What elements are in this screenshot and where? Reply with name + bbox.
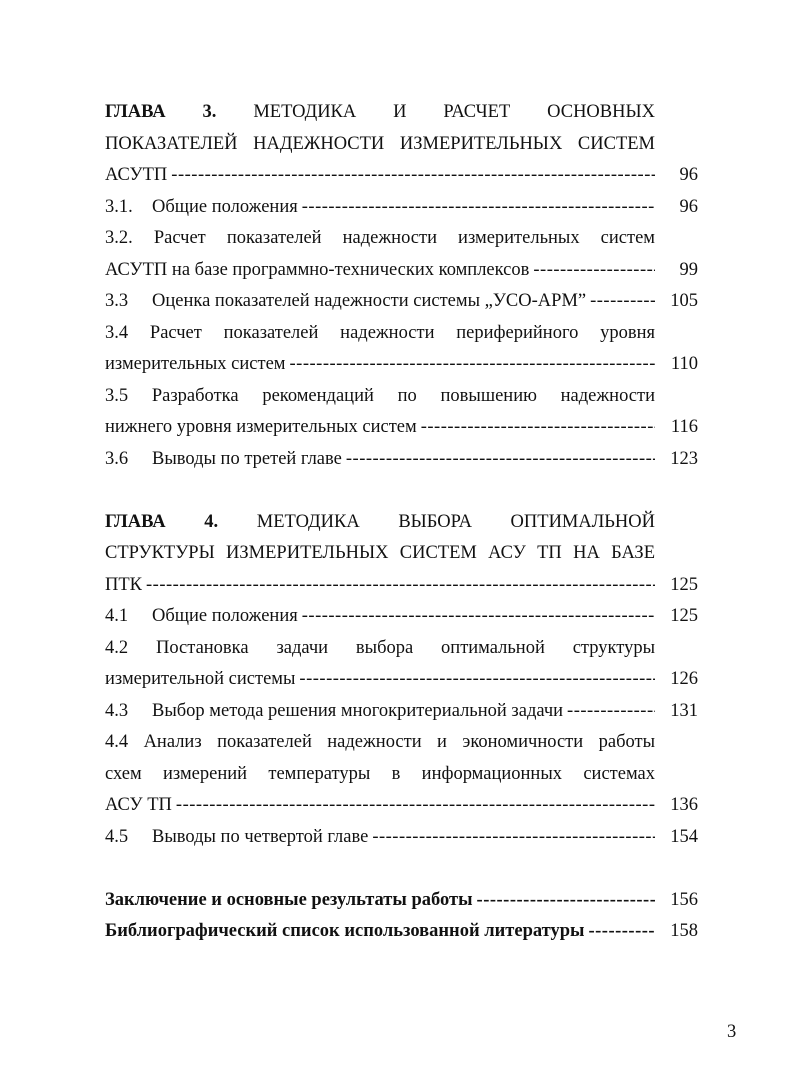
toc-entry [105, 223, 698, 255]
section-number: 3.3 [105, 291, 129, 311]
toc-entry-title: СТРУКТУРЫ ИЗМЕРИТЕЛЬНЫХ СИСТЕМ АСУ ТП НА БАЗЕ [105, 543, 655, 563]
toc-page-number: 116 [670, 417, 698, 437]
toc-entry-title: Библиографический список использованной литературы [105, 921, 585, 941]
toc-entry [105, 444, 698, 476]
toc-page-number: 131 [670, 700, 698, 721]
section-number: 3.6 [105, 448, 129, 469]
toc-entry-body [105, 412, 655, 444]
toc-entry-body [105, 885, 655, 917]
toc-entry-body [105, 129, 655, 161]
toc-entry [105, 601, 698, 633]
toc-entry [105, 822, 698, 854]
toc-entry-body [105, 381, 655, 413]
toc-entry [105, 759, 698, 791]
dot-leader [421, 412, 655, 444]
toc-entry-title: измерительных систем [105, 354, 286, 374]
toc-page-number: 125 [670, 574, 698, 595]
section-number: 4.3 [105, 700, 129, 721]
toc-page-number: 99 [679, 259, 698, 280]
dot-leader [477, 885, 655, 917]
toc-entry-body [105, 349, 655, 381]
toc-entry-title: МЕТОДИКА И РАСЧЕТ ОСНОВНЫХ [253, 102, 655, 122]
toc-entry-title: 4.4 Анализ показателей надежности и экономичности работы [105, 732, 655, 752]
toc-entry [105, 129, 698, 161]
toc-entry-title: Оценка показателей надежности системы „УСО-АРМ” [152, 291, 587, 311]
toc-page-number: 156 [670, 889, 698, 910]
toc-entry-body [105, 727, 655, 759]
dot-leader [176, 790, 655, 822]
toc-entry [105, 349, 698, 381]
toc-entry-title: Выводы по третей главе [152, 448, 342, 469]
toc-entry-body [105, 160, 655, 192]
toc-entry [105, 381, 698, 413]
toc-page-number: 158 [670, 921, 698, 941]
toc-entry [105, 633, 698, 665]
toc-entry [105, 318, 698, 350]
section-number: 4.1 [105, 606, 129, 626]
toc-entry-title: АСУ ТП [105, 795, 172, 815]
toc-entry-body [105, 790, 655, 822]
toc-entry [105, 192, 698, 224]
toc-entry [105, 696, 698, 728]
toc-entry-body [105, 759, 655, 791]
toc-entry [105, 790, 698, 822]
toc-entry-body [105, 916, 655, 948]
toc-entry-title: 3.4 Расчет показателей надежности периферийного уровня [105, 322, 655, 343]
chapter-label: ГЛАВА 4. [105, 511, 219, 532]
toc-entry [105, 255, 698, 287]
toc-entry-title: МЕТОДИКА ВЫБОРА ОПТИМАЛЬНОЙ [256, 511, 655, 532]
toc-entry-body [105, 633, 655, 665]
dot-leader [533, 255, 655, 287]
dot-leader [302, 192, 655, 224]
toc-entry [105, 885, 698, 917]
toc-entry-title: Общие положения [152, 196, 298, 217]
dot-leader [346, 444, 655, 476]
toc-entry [105, 538, 698, 570]
toc-page-number: 110 [670, 354, 698, 374]
toc-page-number: 125 [670, 606, 698, 626]
toc-entry-title: нижнего уровня измерительных систем [105, 417, 417, 437]
toc-entry-body [105, 318, 655, 350]
dot-leader [299, 664, 655, 696]
toc-entry [105, 412, 698, 444]
toc-entry-title: АСУТП на базе программно-технических комплексов [105, 259, 530, 280]
dot-leader [302, 601, 655, 633]
toc-entry [105, 160, 698, 192]
toc-entry-title: АСУТП [105, 165, 168, 185]
toc-entry [105, 97, 698, 129]
dot-leader [290, 349, 655, 381]
toc-entry [105, 286, 698, 318]
toc-entry [105, 664, 698, 696]
page-number: 3 [727, 1022, 737, 1042]
toc-entry-body [105, 696, 655, 728]
toc-page-number: 136 [670, 795, 698, 815]
toc-entry-title: измерительной системы [105, 669, 296, 689]
dot-leader [372, 822, 655, 854]
toc-entry [105, 727, 698, 759]
section-number: 4.5 [105, 826, 129, 847]
toc-entry-title: схем измерений температуры в информационных системах [105, 763, 655, 784]
toc-entry-body [105, 255, 655, 287]
toc-entry-body [105, 570, 655, 602]
toc-page-number: 123 [670, 448, 698, 469]
toc-entry-title: Выводы по четвертой главе [152, 826, 369, 847]
toc-page-number: 154 [670, 826, 698, 847]
section-number: 3.1. [105, 196, 133, 217]
toc-entry-body [105, 601, 655, 633]
toc-entry-body [105, 223, 655, 255]
toc-entry-title: Общие положения [152, 606, 298, 626]
toc-entry [105, 570, 698, 602]
toc-entry-body [105, 192, 655, 224]
dot-leader [171, 160, 655, 192]
dot-leader [590, 286, 655, 318]
toc-entry-body [105, 286, 655, 318]
dot-leader [567, 696, 655, 728]
toc-entry-title: ПТК [105, 574, 142, 595]
toc-entry-title: 3.5 Разработка рекомендаций по повышению надежности [105, 385, 655, 406]
toc-entry-body [105, 97, 655, 129]
chapter-label: ГЛАВА 3. [105, 102, 217, 122]
toc-entry-body [105, 507, 655, 539]
toc-entry-body [105, 822, 655, 854]
toc-page-number: 126 [670, 669, 698, 689]
toc-entry-title: 4.2 Постановка задачи выбора оптимальной структуры [105, 637, 655, 658]
dot-leader [588, 916, 655, 948]
toc-entry-body [105, 664, 655, 696]
toc-page-number: 96 [679, 165, 698, 185]
toc-entry [105, 507, 698, 539]
table-of-contents [105, 97, 698, 948]
dot-leader [146, 570, 655, 602]
toc-entry-title: 3.2. Расчет показателей надежности измерительных систем [105, 228, 655, 248]
toc-entry [105, 916, 698, 948]
toc-entry-body [105, 444, 655, 476]
toc-page-number: 96 [679, 196, 698, 217]
toc-entry-title: ПОКАЗАТЕЛЕЙ НАДЕЖНОСТИ ИЗМЕРИТЕЛЬНЫХ СИСТЕМ [105, 133, 655, 154]
toc-entry-title: Заключение и основные результаты работы [105, 889, 473, 910]
toc-entry-body [105, 538, 655, 570]
toc-entry-title: Выбор метода решения многокритериальной задачи [152, 700, 564, 721]
toc-page-number: 105 [670, 291, 698, 311]
